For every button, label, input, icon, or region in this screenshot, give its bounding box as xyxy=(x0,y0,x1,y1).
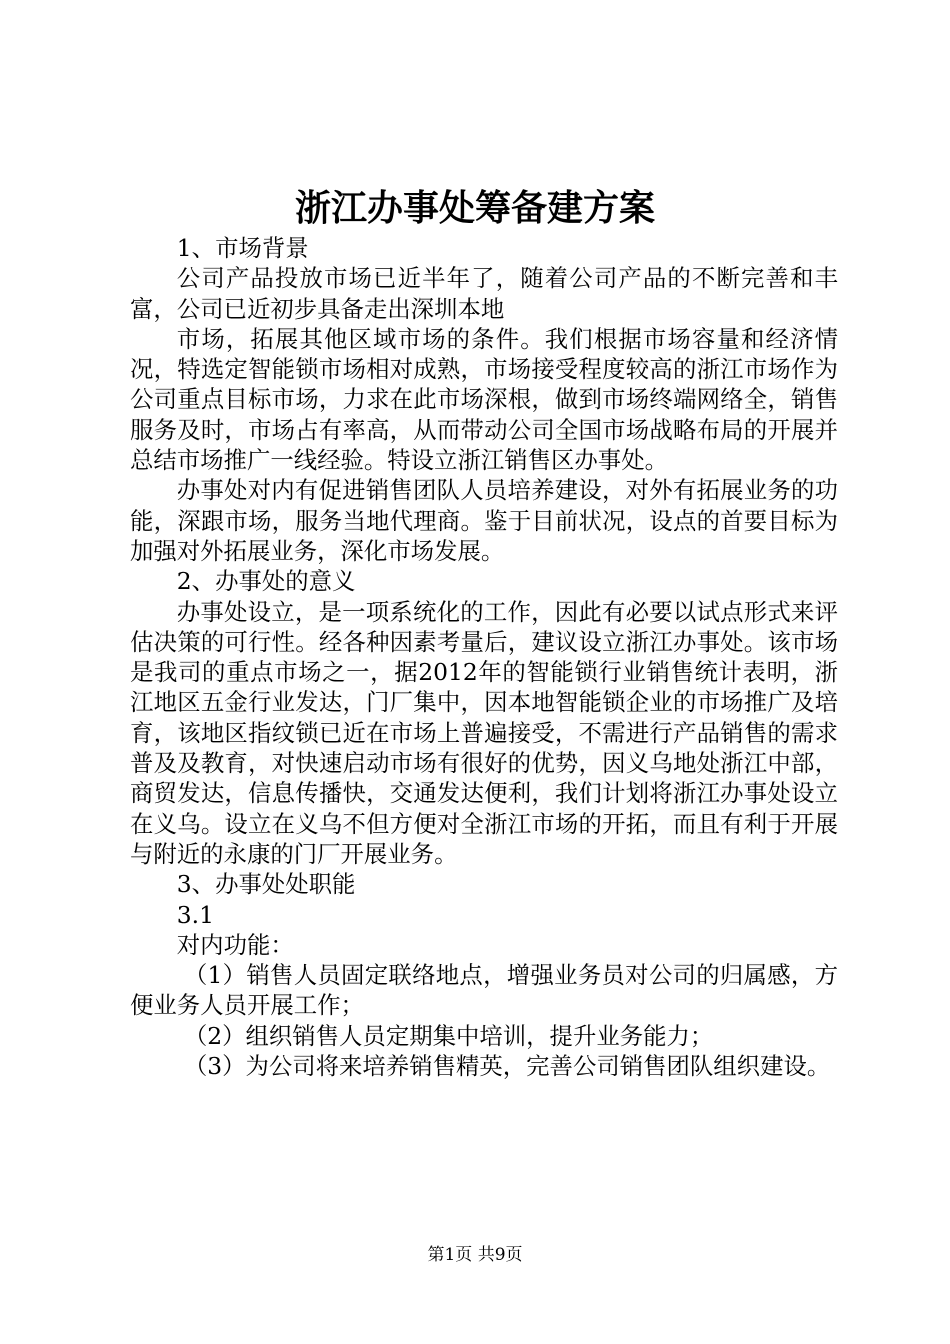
list-item: （3）为公司将来培养销售精英，完善公司销售团队组织建设。 xyxy=(183,1052,831,1081)
section-heading-market-background: 1、市场背景 xyxy=(176,234,309,262)
paragraph: 公司产品投放市场已近半年了，随着公司产品的不断完善和丰富，公司已近初步具备走出深圳本地 xyxy=(130,264,838,323)
paragraph: 办事处对内有促进销售团队人员培养建设，对外有拓展业务的功能，深跟市场，服务当地代理商。鉴于目前状况，设点的首要目标为加强对外拓展业务，深化市场发展。 xyxy=(130,476,838,565)
paragraph: 市场，拓展其他区域市场的条件。我们根据市场容量和经济情况，特选定智能锁市场相对成熟，市场接受程度较高的浙江市场作为公司重点目标市场，力求在此市场深根，做到市场终端网络全，销售服务及时，市场占有率高，从而带动公司全国市场战略布局的开展并总结市场推广一线经验。特设立浙江销售区办事处。 xyxy=(130,324,838,475)
subsection-heading-internal-functions: 对内功能： xyxy=(176,930,294,959)
section-heading-functions: 3、办事处处职能 xyxy=(176,870,356,899)
document-body xyxy=(130,233,838,1081)
list-item: （1）销售人员固定联络地点，增强业务员对公司的归属感，方便业务人员开展工作； xyxy=(130,961,838,1020)
page-footer: 第1页 共9页 xyxy=(427,1245,523,1265)
paragraph: 办事处设立，是一项系统化的工作，因此有必要以试点形式来评估决策的可行性。经各种因素考量后，建议设立浙江办事处。该市场是我司的重点市场之一，据2012年的智能锁行业销售统计表明，浙江地区五金行业发达，门厂集中，因本地智能锁企业的市场推广及培育，该地区指纹锁已近在市场上普遍接受，不需进行产品销售的需求普及及教育，对快速启动市场有很好的优势，因义乌地处浙江中部，商贸发达，信息传播快，交通发达便利，我们计划将浙江办事处设立在义乌。设立在义乌不但方便对全浙江市场的开拓，而且有利于开展与附近的永康的门厂开展业务。 xyxy=(130,597,838,868)
list-item: （2）组织销售人员定期集中培训，提升业务能力； xyxy=(183,1021,714,1050)
subsection-number: 3.1 xyxy=(176,900,214,929)
section-heading-significance: 2、办事处的意义 xyxy=(176,567,356,596)
document-title: 浙江办事处筹备建方案 xyxy=(294,187,655,229)
